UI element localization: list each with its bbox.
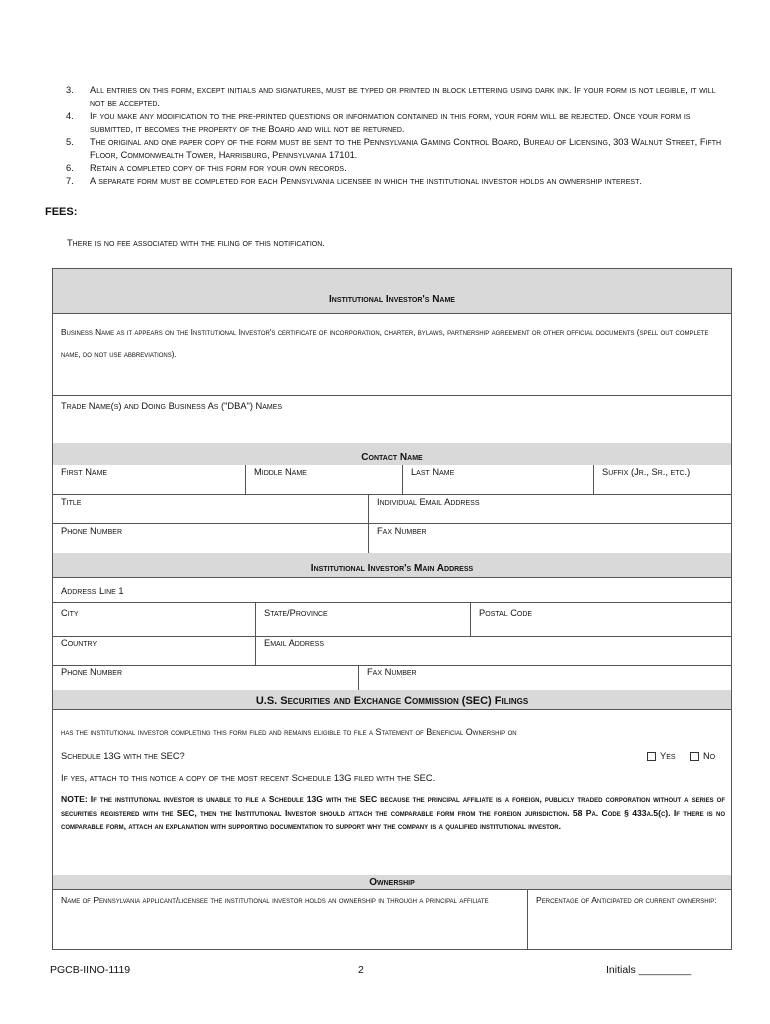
contact-phone-field[interactable]: Phone Number — [61, 526, 123, 536]
section-header-address: Institutional Investor's Main Address — [53, 553, 731, 577]
form-id: PGCB-IINO-1119 — [50, 964, 131, 976]
address-phone-field[interactable]: Phone Number — [61, 667, 123, 677]
instructions-list — [62, 84, 732, 188]
country-field[interactable]: Country — [61, 638, 98, 648]
address-fax-field[interactable]: Fax Number — [367, 667, 417, 677]
instruction-item: 6. Retain a completed copy of this form for your own records. — [66, 163, 347, 173]
business-name-field[interactable]: Business Name as it appears on the Institutional Investor's certificate of incorporation, charter, bylaws, partnership agreement or other official documents (spell out complete name, do not use abbreviations). — [61, 327, 709, 359]
section-header-name: Institutional Investor's Name — [53, 269, 731, 313]
first-name-field[interactable]: First Name — [61, 467, 108, 477]
title-field[interactable]: Title — [61, 497, 82, 507]
instruction-item: 3. All entries on this form, except initials and signatures, must be typed or printed in block lettering using dark ink. If your form is not legible, it will not be accepted. — [66, 85, 716, 108]
no-option[interactable]: No — [690, 750, 730, 763]
sec-question-line1: has the institutional investor completing this form filed and remains eligible to file a Statement of Beneficial Ownership on — [61, 727, 517, 737]
section-header-contact: Contact Name — [53, 443, 731, 465]
individual-email-field[interactable]: Individual Email Address — [377, 497, 480, 507]
page-number: 2 — [358, 964, 364, 976]
yes-checkbox[interactable] — [647, 752, 656, 761]
instruction-item: 7. A separate form must be completed for each Pennsylvania licensee in which the institutional investor holds an ownership interest. — [66, 176, 642, 186]
address-email-field[interactable]: Email Address — [264, 638, 324, 648]
yes-option[interactable]: Yes — [647, 750, 691, 763]
ownership-percentage-field[interactable]: Percentage of Anticipated or current ownership: — [536, 895, 717, 905]
section-header-sec: U.S. Securities and Exchange Commission (SEC) Filings — [53, 690, 731, 709]
sec-question-line2: Schedule 13G with the SEC? — [61, 751, 185, 761]
address-line1-field[interactable]: Address Line 1 — [61, 586, 124, 596]
sec-attach-instruction: If yes, attach to this notice a copy of the most recent Schedule 13G filed with the SEC. — [61, 773, 436, 783]
sec-note: NOTE: If the institutional investor is unable to file a Schedule 13G with the SEC because the principal affiliate is a foreign, publicly traded corporation without a series of securities registered with the SEC, then the Institutional Investor should attach the comparable form from the foreign jurisdiction. 58 Pa. Code § 433a.5(c). If there is no comparable form, attach an explanation with supporting documentation to support why the company is a qualified institutional investor. — [61, 794, 725, 832]
initials-field[interactable]: Initials _________ — [606, 964, 692, 976]
city-field[interactable]: City — [61, 608, 79, 618]
fees-text: There is no fee associated with the filing of this notification. — [67, 238, 325, 248]
suffix-field[interactable]: Suffix (Jr., Sr., etc.) — [602, 467, 691, 477]
licensee-name-field[interactable]: Name of Pennsylvania applicant/licensee the institutional investor holds an ownership in through a principal affiliate — [61, 895, 489, 905]
postal-code-field[interactable]: Postal Code — [479, 608, 533, 618]
instruction-item: 5. The original and one paper copy of the form must be sent to the Pennsylvania Gaming Control Board, Bureau of Licensing, 303 Walnut Street, Fifth Floor, Commonwealth Tower, Harrisburg, Pennsylvania 17101. — [66, 137, 722, 160]
state-field[interactable]: State/Province — [264, 608, 328, 618]
section-header-ownership: Ownership — [53, 875, 731, 889]
no-checkbox[interactable] — [690, 752, 699, 761]
fees-heading: FEES: — [45, 206, 78, 218]
trade-name-field[interactable]: Trade Name(s) and Doing Business As ("DBA") Names — [61, 401, 283, 411]
investor-form — [52, 268, 732, 950]
middle-name-field[interactable]: Middle Name — [254, 467, 307, 477]
instruction-item: 4. If you make any modification to the pre-printed questions or information contained in this form, your form will be rejected. Once your form is submitted, it becomes the property of the Board and will not be returned. — [66, 111, 691, 134]
contact-fax-field[interactable]: Fax Number — [377, 526, 427, 536]
last-name-field[interactable]: Last Name — [411, 467, 455, 477]
